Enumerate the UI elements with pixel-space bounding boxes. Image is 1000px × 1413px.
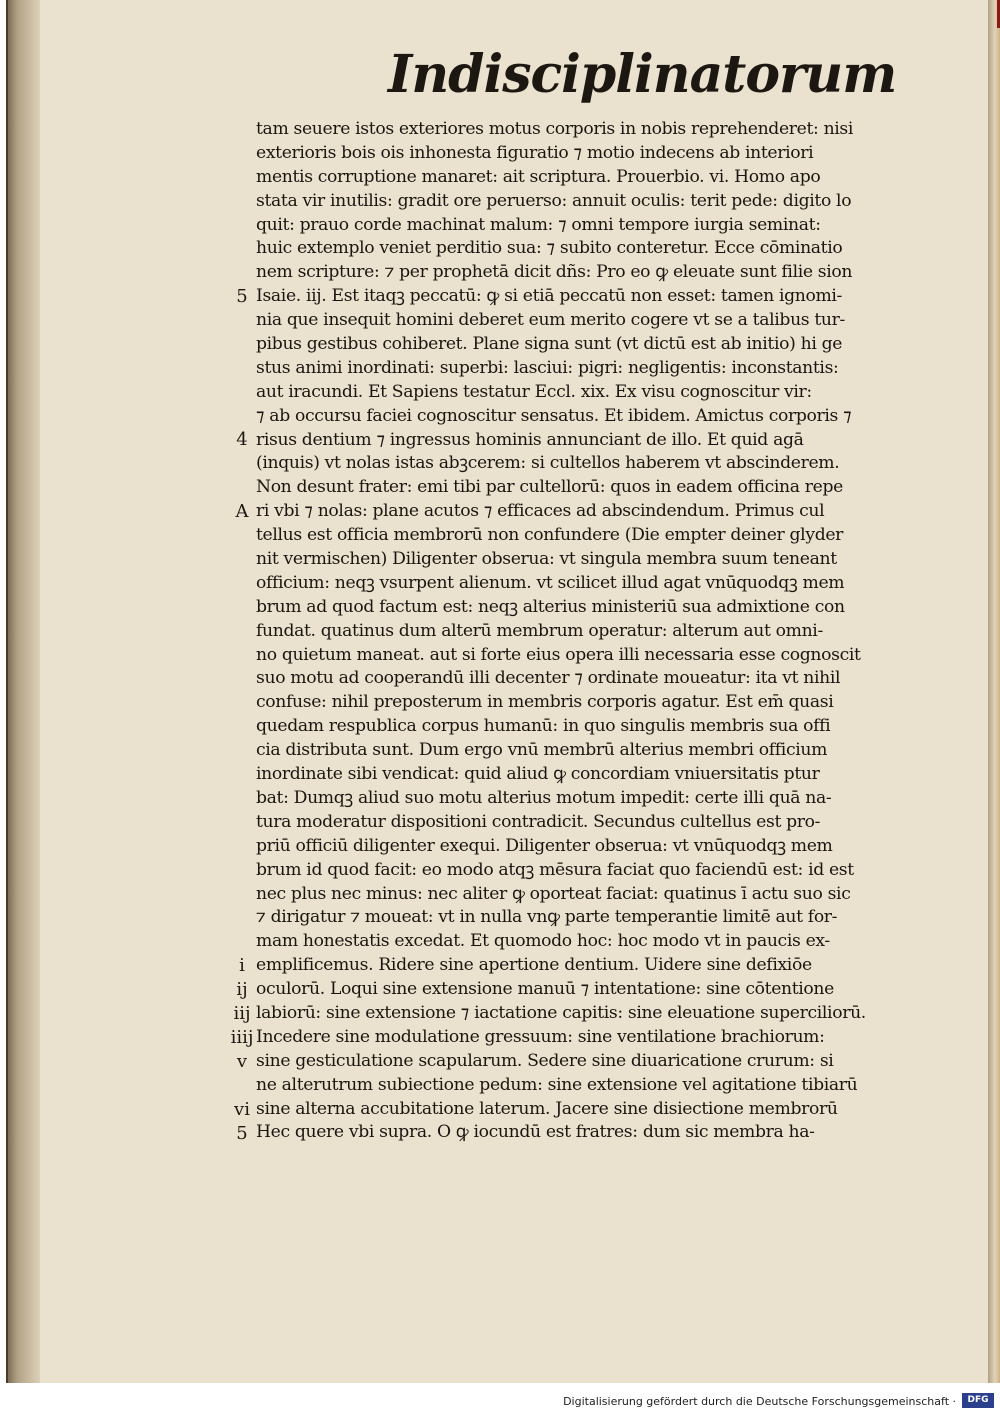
- margin-note: 5: [236, 286, 248, 307]
- margin-note: iij: [233, 1003, 251, 1024]
- running-title: Indisciplinatorum: [388, 44, 897, 105]
- margin-note: v: [236, 1050, 248, 1072]
- text-line: suo motu ad cooperandū illi decenter ⁊ ordinate moueatur: ita vt nihil: [256, 668, 841, 689]
- text-line: risus dentium ⁊ ingressus hominis annunciant de illo. Et quid agā: [256, 429, 804, 450]
- margin-note: i: [239, 955, 245, 977]
- margin-note: vi: [234, 1098, 250, 1120]
- text-line: inordinate sibi vendicat: quid aliud ꝙ concordiam vniuersitatis ptur: [256, 764, 820, 785]
- text-line: ⁊ dirigatur ⁊ moueat: vt in nulla vnꝙ parte temperantie limitē aut for-: [256, 907, 838, 928]
- text-line: bat: Dumqꝫ aliud suo motu alterius motum impedit: certe illi quā na-: [256, 787, 832, 808]
- text-line: huic extemplo veniet perditio sua: ⁊ subito conteretur. Ecce cōminatio: [256, 238, 843, 259]
- text-line: tam seuere istos exteriores motus corporis in nobis reprehenderet: nisi: [256, 119, 854, 139]
- text-line: nia que insequit homini deberet eum merito cogere vt se a talibus tur-: [256, 310, 845, 331]
- text-line: no quietum maneat. aut si forte eius opera illi necessaria esse cognoscit: [256, 644, 861, 665]
- text-line: quedam respublica corpus humanū: in quo singulis membris sua offi: [256, 716, 831, 737]
- text-line: stus animi inordinati: superbi: lasciui: pigri: negligentis: inconstantis:: [256, 357, 839, 378]
- text-line: Hec quere vbi supra. O ꝙ iocundū est fratres: dum sic membra ha-: [256, 1122, 815, 1143]
- text-line: Incedere sine modulatione gressuum: sine ventilatione brachiorum:: [256, 1026, 825, 1047]
- text-line: Non desunt frater: emi tibi par cultellorū: quos in eadem officina repe: [256, 477, 843, 498]
- text-line: sine alterna accubitatione laterum. Jacere sine disiectione membrorū: [256, 1098, 838, 1119]
- text-line: ne alterutrum subiectione pedum: sine extensione vel agitatione tibiarū: [256, 1074, 858, 1095]
- text-line: exterioris bois ois inhonesta figuratio ⁊ motio indecens ab interiori: [256, 142, 814, 163]
- text-line: mentis corruptione manaret: ait scriptura. Prouerbio. vi. Homo apo: [256, 166, 821, 187]
- text-line: pibus gestibus cohiberet. Plane signa sunt (vt dictū est ab initio) hi ge: [256, 334, 843, 355]
- book-page: [6, 0, 1000, 1383]
- dfg-logo: DFG: [962, 1393, 994, 1408]
- text-line: sine gesticulatione scapularum. Sedere sine diuaricatione crurum: si: [256, 1050, 834, 1071]
- text-line: emplificemus. Ridere sine apertione dentium. Uidere sine defixiōe: [256, 955, 812, 976]
- text-line: ri vbi ⁊ nolas: plane acutos ⁊ efficaces ad abscindendum. Primus cul: [256, 501, 825, 522]
- text-line: quit: prauo corde machinat malum: ⁊ omni tempore iurgia seminat:: [256, 214, 821, 235]
- margin-note: 4: [236, 429, 248, 451]
- margin-note: A: [235, 501, 249, 523]
- text-line: ⁊ ab occursu faciei cognoscitur sensatus. Et ibidem. Amictus corporis ⁊: [256, 405, 852, 426]
- text-line: aut iracundi. Et Sapiens testatur Eccl. xix. Ex visu cognoscitur vir:: [256, 381, 812, 402]
- text-line: Isaie. iij. Est itaqꝫ peccatū: ꝙ si etiā peccatū non esset: tamen ignomi-: [256, 286, 843, 307]
- text-block: [256, 118, 976, 1145]
- text-line: tura moderatur dispositioni contradicit. Secundus cultellus est pro-: [256, 811, 821, 832]
- text-line: (inquis) vt nolas istas abꝫcerem: si cultellos haberem vt abscinderem.: [256, 453, 840, 474]
- margin-note: ij: [236, 979, 248, 1001]
- margin-note: iiij: [230, 1026, 254, 1048]
- text-line: brum id quod facit: eo modo atqꝫ mēsura faciat quo faciendū est: id est: [256, 859, 854, 880]
- text-line: nit vermischen) Diligenter obserua: vt singula membra suum teneant: [256, 549, 837, 570]
- text-line: confuse: nihil preposterum in membris corporis agatur. Est em̄ quasi: [256, 692, 834, 713]
- text-line: fundat. quatinus dum alterū membrum operatur: alterum aut omni-: [256, 620, 823, 641]
- text-line: mam honestatis excedat. Et quomodo hoc: hoc modo vt in paucis ex-: [256, 931, 830, 952]
- text-line: priū officiū diligenter exequi. Diligenter obserua: vt vnūquodqꝫ mem: [256, 835, 833, 856]
- page-edge: [988, 0, 1000, 1383]
- margin-note: 5: [236, 1122, 248, 1144]
- text-line: officium: neqꝫ vsurpent alienum. vt scilicet illud agat vnūquodqꝫ mem: [256, 572, 845, 593]
- digitization-credit: Digitalisierung gefördert durch die Deutsche Forschungsgemeinschaft ·: [563, 1395, 956, 1408]
- margin-notes: [226, 286, 258, 1186]
- footer: [0, 1383, 1000, 1413]
- text-line: brum ad quod factum est: neqꝫ alterius ministeriū sua admixtione con: [256, 596, 845, 617]
- text-line: oculorū. Loqui sine extensione manuū ⁊ intentatione: sine cōtentione: [256, 979, 834, 1000]
- text-line: tellus est officia membrorū non confundere (Die empter deiner glyder: [256, 525, 844, 546]
- text-line: stata vir inutilis: gradit ore peruerso: annuit oculis: terit pede: digito lo: [256, 190, 852, 211]
- text-line: nec plus nec minus: nec aliter ꝙ oporteat faciat: quatinus ī actu suo sic: [256, 883, 851, 904]
- text-line: nem scripture: ⁊ per prophetā dicit dñs: Pro eo ꝙ eleuate sunt filie sion: [256, 262, 853, 283]
- text-line: labiorū: sine extensione ⁊ iactatione capitis: sine eleuatione superciliorū.: [256, 1002, 866, 1023]
- text-line: cia distributa sunt. Dum ergo vnū membrū alterius membri officium: [256, 740, 828, 761]
